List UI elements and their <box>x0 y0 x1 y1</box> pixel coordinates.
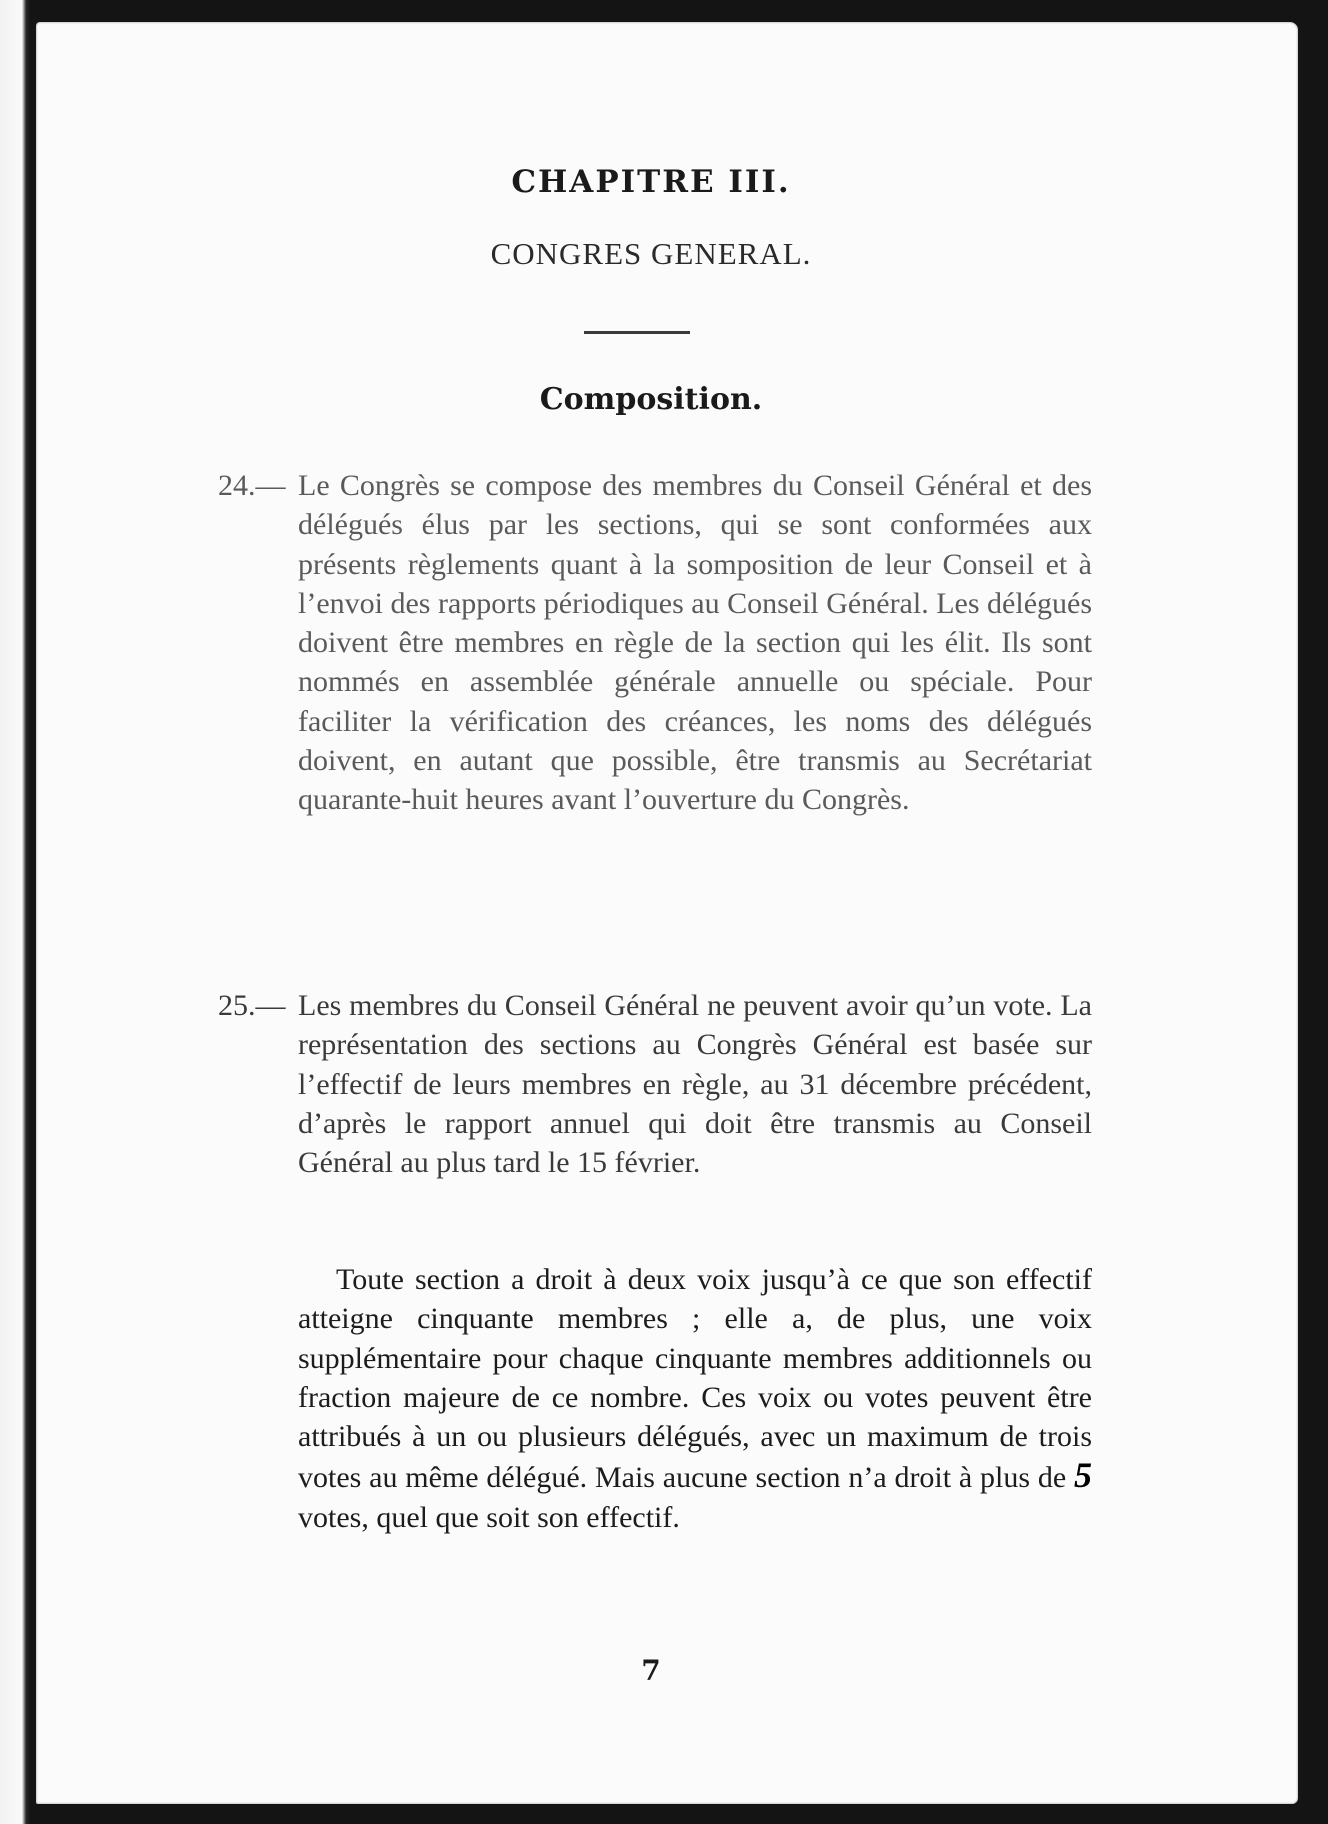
article-text: Les membres du Conseil Général ne peuvent avoir qu’un vote. La représentation des sections au Congrès Général est basée sur l’effectif de leurs membres en règle, au 31 décembre précédent, d’après le rapport annuel qui doit être transmis au Conseil Général au plus tard le 15 février. <box>298 989 1092 1180</box>
chapter-title: CHAPITRE III. <box>511 164 791 200</box>
document-page <box>36 22 1298 1804</box>
article-25-paragraph <box>298 1260 1092 1537</box>
article-24 <box>218 466 1092 820</box>
section-heading: Composition. <box>539 382 763 417</box>
page-number: 7 <box>641 1654 661 1687</box>
previous-page-edge <box>0 0 30 1824</box>
title-divider <box>584 331 690 334</box>
article-text: Le Congrès se compose des membres du Conseil Général et des délégués élus par les sections, qui se sont conformées aux présents règlements quant à la somposition de leur Conseil et à l’envoi des rapports périodiques au Conseil Général. Les délégués doivent être membres en règle de la section qui les élit. Ils sont nommés en assemblée générale annuelle ou spéciale. Pour faciliter la vérification des créances, les noms des délégués doivent, en autant que possible, être transmis au Secrétariat quarante-huit heures avant l’ouverture du Congrès. <box>298 469 1092 817</box>
paragraph-text-start: Toute section a droit à deux voix jusqu’à ce que son effectif atteigne cinquante membres ; elle a, de plus, une voix supplémentaire pour chaque cinquante membres additionnels ou fraction majeure de ce nombre. Ces voix ou votes peuvent être attribués à un ou plusieurs délégués, avec un maximum de trois votes au même délégué. Mais aucune section n’a droit à plus de <box>298 1263 1092 1495</box>
page-content <box>36 22 1298 1804</box>
article-25 <box>218 986 1092 1182</box>
paragraph-text-end: votes, quel que soit son effectif. <box>298 1500 680 1534</box>
chapter-subtitle: CONGRES GENERAL. <box>490 236 812 271</box>
article-number: 24.— <box>218 469 286 502</box>
article-number: 25.— <box>218 989 286 1022</box>
handwritten-mark: 5 <box>1074 1455 1092 1496</box>
